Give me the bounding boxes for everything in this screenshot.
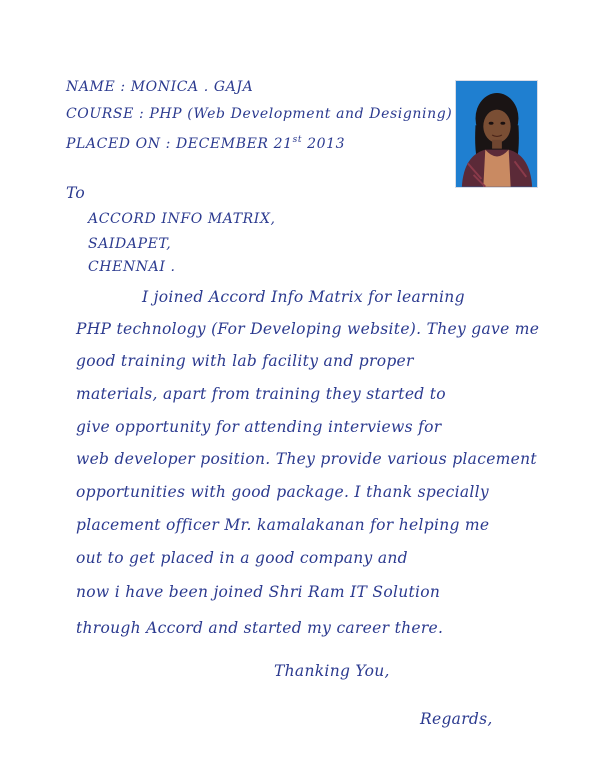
- address-line-2: SAIDAPET,: [88, 236, 172, 252]
- address-line-3: CHENNAI .: [88, 259, 176, 275]
- placed-on-year: 2013: [302, 136, 346, 152]
- placed-on-date: PLACED ON : DECEMBER 21: [66, 136, 293, 152]
- body-line: materials, apart from training they started to: [76, 385, 446, 403]
- closing-regards: Regards,: [420, 710, 493, 728]
- body-line: through Accord and started my career there.: [76, 619, 444, 637]
- body-line: now i have been joined Shri Ram IT Solution: [76, 583, 441, 601]
- placed-on-line: [66, 136, 345, 151]
- body-line: opportunities with good package. I thank specially: [76, 483, 489, 501]
- body-line: placement officer Mr. kamalakanan for helping me: [76, 516, 490, 534]
- student-name: NAME : MONICA . GAJA: [66, 79, 254, 95]
- body-line: out to get placed in a good company and: [76, 549, 408, 567]
- body-line: I joined Accord Info Matrix for learning: [142, 288, 465, 306]
- body-line: good training with lab facility and proper: [76, 352, 414, 370]
- salutation-to: To: [66, 184, 86, 202]
- body-line: PHP technology (For Developing website). They gave me: [76, 320, 540, 338]
- placed-on-suffix: st: [292, 135, 303, 145]
- closing-thanks: Thanking You,: [274, 662, 390, 680]
- student-photo: [455, 80, 538, 188]
- body-line: web developer position. They provide various placement: [76, 450, 537, 468]
- student-portrait-image: [456, 81, 537, 187]
- address-line-1: ACCORD INFO MATRIX,: [88, 211, 276, 227]
- body-line: give opportunity for attending interviews for: [76, 418, 442, 436]
- course-line: COURSE : PHP (Web Development and Designing): [66, 106, 453, 122]
